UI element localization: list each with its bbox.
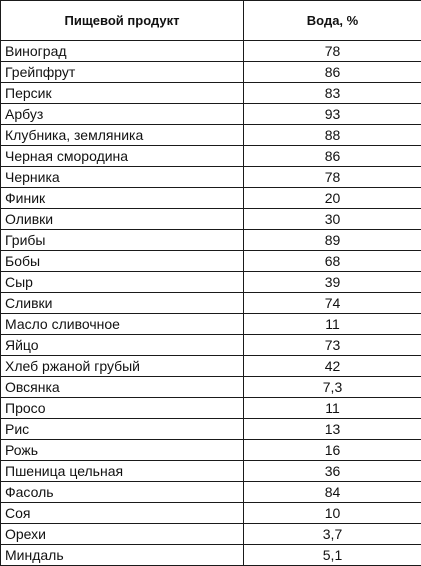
table-row	[1, 83, 421, 104]
table-row	[1, 524, 421, 545]
water-percent-cell: 84	[244, 482, 421, 503]
table-row	[1, 377, 421, 398]
water-percent-cell: 11	[244, 314, 421, 335]
product-name-cell: Арбуз	[1, 104, 244, 125]
product-name-cell: Грейпфрут	[1, 62, 244, 83]
product-name-cell: Черника	[1, 167, 244, 188]
product-name-cell: Бобы	[1, 251, 244, 272]
table-row	[1, 272, 421, 293]
product-name-cell: Рис	[1, 419, 244, 440]
table-row	[1, 230, 421, 251]
table-row	[1, 419, 421, 440]
product-name-cell: Сливки	[1, 293, 244, 314]
table-header	[1, 1, 421, 41]
table-row	[1, 503, 421, 524]
header-row	[1, 1, 421, 41]
product-name-cell: Орехи	[1, 524, 244, 545]
water-percent-cell: 88	[244, 125, 421, 146]
water-percent-cell: 13	[244, 419, 421, 440]
water-percent-cell: 10	[244, 503, 421, 524]
water-percent-cell: 73	[244, 335, 421, 356]
product-name-cell: Пшеница цельная	[1, 461, 244, 482]
table-row	[1, 335, 421, 356]
water-percent-cell: 3,7	[244, 524, 421, 545]
water-percent-cell: 78	[244, 41, 421, 62]
product-name-cell: Грибы	[1, 230, 244, 251]
table-row	[1, 482, 421, 503]
table-row	[1, 125, 421, 146]
product-name-cell: Виноград	[1, 41, 244, 62]
header-product: Пищевой продукт	[1, 1, 244, 41]
product-name-cell: Фасоль	[1, 482, 244, 503]
table-row	[1, 41, 421, 62]
table-row	[1, 293, 421, 314]
table-body	[1, 41, 421, 566]
product-name-cell: Просо	[1, 398, 244, 419]
water-percent-cell: 86	[244, 62, 421, 83]
product-name-cell: Клубника, земляника	[1, 125, 244, 146]
water-percent-cell: 7,3	[244, 377, 421, 398]
table-row	[1, 356, 421, 377]
water-percent-cell: 89	[244, 230, 421, 251]
table-row	[1, 398, 421, 419]
table-row	[1, 167, 421, 188]
water-percent-cell: 30	[244, 209, 421, 230]
product-name-cell: Миндаль	[1, 545, 244, 566]
water-percent-cell: 83	[244, 83, 421, 104]
water-percent-cell: 5,1	[244, 545, 421, 566]
product-name-cell: Персик	[1, 83, 244, 104]
table-row	[1, 62, 421, 83]
product-name-cell: Масло сливочное	[1, 314, 244, 335]
water-percent-cell: 39	[244, 272, 421, 293]
product-name-cell: Хлеб ржаной грубый	[1, 356, 244, 377]
product-name-cell: Оливки	[1, 209, 244, 230]
water-percent-cell: 20	[244, 188, 421, 209]
product-name-cell: Финик	[1, 188, 244, 209]
table-row	[1, 188, 421, 209]
water-percent-cell: 16	[244, 440, 421, 461]
water-percent-cell: 36	[244, 461, 421, 482]
table-row	[1, 314, 421, 335]
product-name-cell: Сыр	[1, 272, 244, 293]
table-row	[1, 146, 421, 167]
product-name-cell: Черная смородина	[1, 146, 244, 167]
water-percent-cell: 42	[244, 356, 421, 377]
product-name-cell: Овсянка	[1, 377, 244, 398]
water-percent-cell: 68	[244, 251, 421, 272]
table-row	[1, 440, 421, 461]
water-percent-cell: 86	[244, 146, 421, 167]
water-percent-cell: 11	[244, 398, 421, 419]
table-row	[1, 461, 421, 482]
water-percent-cell: 93	[244, 104, 421, 125]
product-name-cell: Соя	[1, 503, 244, 524]
table-row	[1, 209, 421, 230]
header-water-percent: Вода, %	[244, 1, 421, 41]
table-row	[1, 251, 421, 272]
product-name-cell: Яйцо	[1, 335, 244, 356]
product-name-cell: Рожь	[1, 440, 244, 461]
table-row	[1, 545, 421, 566]
water-percent-cell: 78	[244, 167, 421, 188]
table-row	[1, 104, 421, 125]
water-percent-cell: 74	[244, 293, 421, 314]
